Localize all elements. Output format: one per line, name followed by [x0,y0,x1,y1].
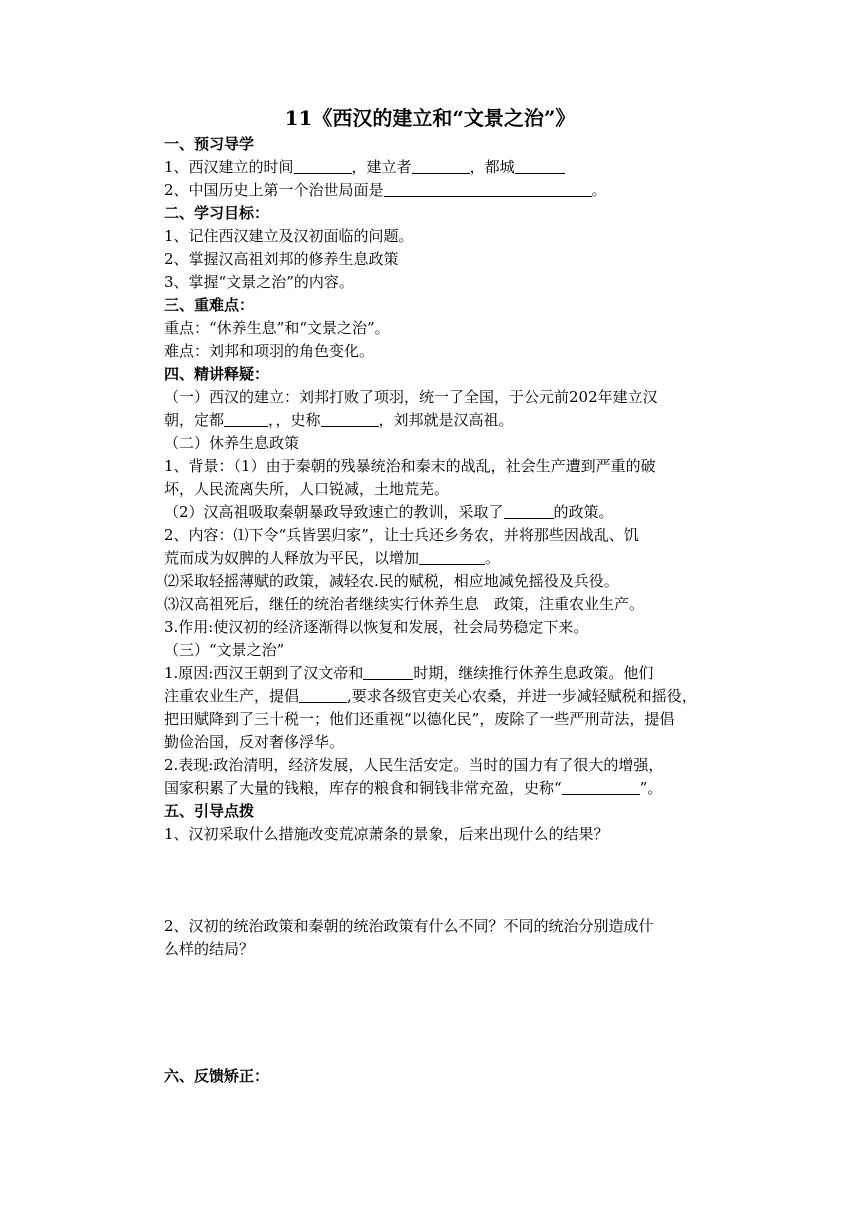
paragraph-line: 3.作用:使汉初的经济逐渐得以恢复和发展，社会局势稳定下来。 [164,618,589,636]
paragraph-line: 荒而成为奴脾的人释放为平民，以增加 。 [164,549,501,567]
preview-question-1: 1、西汉建立的时间 ，建立者 ，都城 [164,156,734,179]
subheading: （三）“文景之治” [164,641,285,659]
guide-question-1: 1、汉初采取什么措施改变荒凉萧条的景象，后来出现什么的结果？ [164,825,609,843]
guide-question-2-cont: 么样的结局？ [164,940,255,958]
paragraph-line: 注重农业生产，提倡 ,要求各级官吏关心农桑，并进一步减轻赋税和摇役， [164,687,697,705]
preview-question-2: 2、中国历史上第一个治世局面是 。 [164,181,607,199]
paragraph-line: 把田赋降到了三十税一；他们还重视“以德化民”，废除了一些严刑苛法，提倡 [164,710,675,728]
answer-blank[interactable] [419,549,485,565]
paragraph-line: 国家积累了大量的钱粮，库存的粮食和铜钱非常充盈，史称“ ”。 [164,779,663,797]
paragraph-line: 勤俭治国，反对奢侈浮华。 [164,733,345,751]
answer-blank[interactable] [299,687,347,703]
key-point: 重点：“休养生息”和“文景之治”。 [164,319,390,337]
guide-question-2: 2、汉初的统治政策和秦朝的统治政策有什么不同？不同的统治分别造成什 [164,917,654,935]
difficult-point: 难点：刘邦和项羽的角色变化。 [164,342,375,360]
paragraph-line: 朝，定都 ，，史称 ，刘邦就是汉高祖。 [164,411,514,429]
section-heading-focus: 三、重难点： [164,296,255,314]
paragraph-line: 2.表现:政治清明，经济发展，人民生活安定。当时的国力有了很大的增强， [164,756,664,774]
section-heading-goals: 二、学习目标： [164,204,270,222]
answer-blank[interactable] [384,181,592,197]
paragraph-line: 坏，人民流离失所，人口锐减，土地荒芜。 [164,480,450,498]
answer-blank[interactable] [294,158,352,174]
paragraph-line: 1、背景：（1）由于秦朝的残暴统治和秦末的战乱，社会生产遭到严重的破 [164,457,656,475]
page-title: 11《西汉的建立和“文景之治”》 [284,106,576,130]
answer-blank[interactable] [363,664,413,680]
paragraph-line: 2、内容：⑴下令“兵皆罢归家”，让士兵还乡务农，并将那些因战乱、饥 [164,526,639,544]
section-heading-feedback: 六、反馈矫正： [164,1067,270,1085]
section-heading-preview: 一、预习导学 [164,135,255,153]
answer-blank[interactable] [515,158,565,174]
answer-blank[interactable] [562,779,640,795]
paragraph-line: ⑶汉高祖死后，继任的统治者继续实行休养生息 政策，注重农业生产。 [164,595,645,613]
subheading: （二）休养生息政策 [164,434,300,452]
paragraph-line: （一）西汉的建立：刘邦打败了项羽，统一了全国，于公元前202年建立汉 [164,388,658,406]
goal-item-2: 2、掌握汉高祖刘邦的修养生息政策 [164,250,399,268]
answer-blank[interactable] [224,411,268,427]
paragraph-line: 1.原因:西汉王朝到了汉文帝和 时期，继续推行休养生息政策。他们 [164,664,654,682]
goal-item-1: 1、记住西汉建立及汉初面临的问题。 [164,227,414,245]
section-heading-guide: 五、引导点拨 [164,802,255,820]
paragraph-line: ⑵采取轻摇薄赋的政策，减轻农.民的赋税，相应地减免摇役及兵役。 [164,572,619,590]
goal-item-3: 3、掌握“文景之治”的内容。 [164,273,354,291]
section-heading-explain: 四、精讲释疑： [164,365,270,383]
paragraph-line: （2）汉高祖吸取秦朝暴政导致速亡的教训，采取了 的政策。 [164,503,614,521]
answer-blank[interactable] [412,158,470,174]
answer-blank[interactable] [504,503,554,519]
answer-blank[interactable] [321,411,379,427]
